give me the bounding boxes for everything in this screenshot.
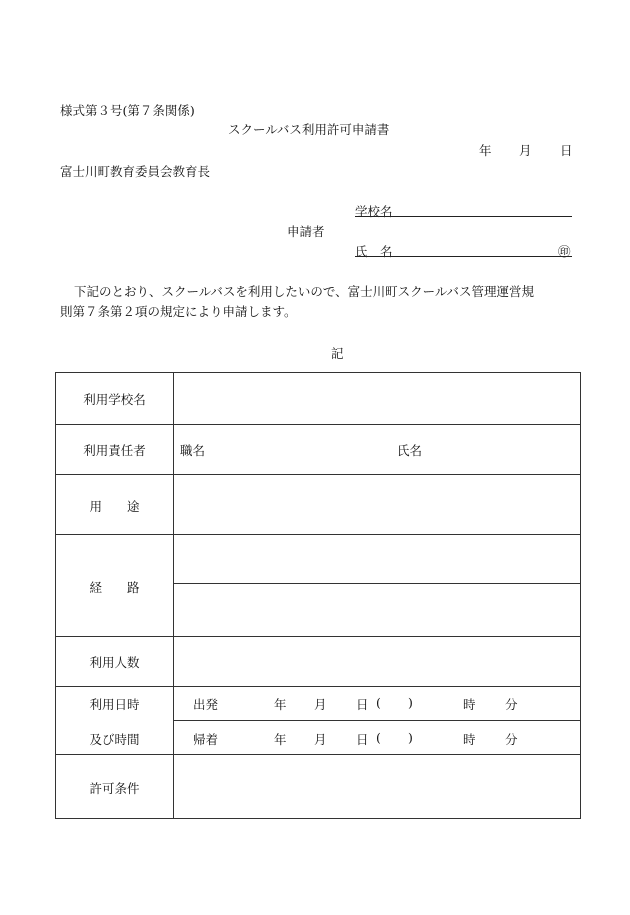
route-row-label: 経 路 xyxy=(89,580,140,595)
applicant-label: 申請者 xyxy=(287,224,325,239)
date-year: 年 xyxy=(479,143,492,158)
return-day: 日 xyxy=(356,732,369,747)
permit-conditions-row-label: 許可条件 xyxy=(89,781,140,796)
date-day: 日 xyxy=(560,143,573,158)
school-name-underline xyxy=(355,216,572,217)
departure-minute: 分 xyxy=(505,697,518,712)
applicant-name-underline xyxy=(355,256,572,257)
school-name-label: 学校名 xyxy=(355,204,393,219)
ki-heading: 記 xyxy=(331,346,344,361)
applicant-name-label: 氏 名 xyxy=(355,244,393,259)
departure-paren-open: ( xyxy=(376,695,381,710)
row-divider xyxy=(56,474,580,475)
application-table xyxy=(55,372,581,819)
return-paren-open: ( xyxy=(376,730,381,745)
departure-hour: 時 xyxy=(463,697,476,712)
row-divider xyxy=(56,686,580,687)
return-label: 帰着 xyxy=(193,732,219,747)
addressee: 富士川町教育委員会教育長 xyxy=(60,164,211,179)
responsible-person-row-label: 利用責任者 xyxy=(83,443,146,458)
return-paren-close: ) xyxy=(408,730,413,745)
table-column-divider xyxy=(173,373,174,818)
purpose-row-label: 用 途 xyxy=(89,499,140,514)
departure-paren-close: ) xyxy=(408,695,413,710)
participant-count-row-label: 利用人数 xyxy=(89,655,140,670)
departure-year: 年 xyxy=(274,697,287,712)
form-number: 様式第３号(第７条関係) xyxy=(60,103,195,118)
school-name-row-label: 利用学校名 xyxy=(83,392,146,407)
departure-day: 日 xyxy=(356,697,369,712)
departure-month: 月 xyxy=(314,697,327,712)
return-minute: 分 xyxy=(505,732,518,747)
row-divider xyxy=(56,754,580,755)
row-divider xyxy=(56,534,580,535)
route-inner-divider xyxy=(173,583,580,584)
departure-label: 出発 xyxy=(193,697,219,712)
datetime-row-label-1: 利用日時 xyxy=(89,697,140,712)
return-hour: 時 xyxy=(463,732,476,747)
form-title: スクールバス利用許可申請書 xyxy=(228,122,390,137)
return-month: 月 xyxy=(314,732,327,747)
return-year: 年 xyxy=(274,732,287,747)
seal-mark: ㊞ xyxy=(558,244,571,259)
person-name-label: 氏名 xyxy=(397,443,423,458)
date-month: 月 xyxy=(519,143,532,158)
datetime-row-label-2: 及び時間 xyxy=(89,732,140,747)
row-divider xyxy=(56,636,580,637)
job-title-label: 職名 xyxy=(180,443,206,458)
datetime-inner-divider xyxy=(173,720,580,721)
body-text-line-2: 則第７条第２項の規定により申請します。 xyxy=(60,304,297,319)
row-divider xyxy=(56,424,580,425)
body-text-line-1: 下記のとおり、スクールバスを利用したいので、富士川町スクールバス管理運営規 xyxy=(74,284,535,299)
